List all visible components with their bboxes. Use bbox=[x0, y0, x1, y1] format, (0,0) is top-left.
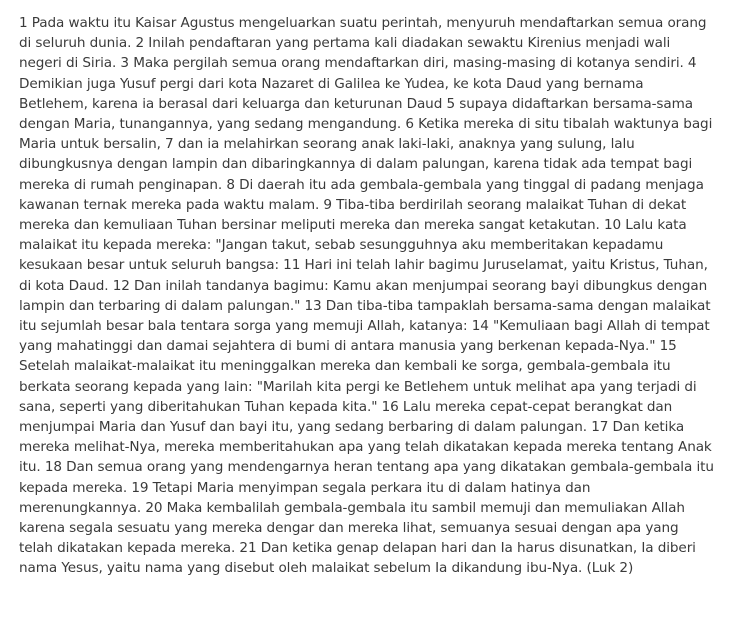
scripture-passage: 1 Pada waktu itu Kaisar Agustus mengeluarkan suatu perintah, menyuruh mendaftarkan semua orang di seluruh dunia. 2 Inilah pendaftaran yang pertama kali diadakan sewaktu Kirenius menjadi wali negeri di Siria. 3 Maka pergilah semua orang mendaftarkan diri, masing-masing di kotanya sendiri. 4 Demikian juga Yusuf pergi dari kota Nazaret di Galilea ke Yudea, ke kota Daud yang bernama Betlehem, karena ia berasal dari keluarga dan keturunan Daud 5 supaya didaftarkan bersama-sama dengan Maria, tunangannya, yang sedang mengandung. 6 Ketika mereka di situ tibalah waktunya bagi Maria untuk bersalin, 7 dan ia melahirkan seorang anak laki-laki, anaknya yang sulung, lalu dibungkusnya dengan lampin dan dibaringkannya di dalam palungan, karena tidak ada tempat bagi mereka di rumah penginapan. 8 Di daerah itu ada gembala-gembala yang tinggal di padang menjaga kawanan ternak mereka pada waktu malam. 9 Tiba-tiba berdirilah seorang malaikat Tuhan di dekat mereka dan kemuliaan Tuhan bersinar meliputi mereka dan mereka sangat ketakutan. 10 Lalu kata malaikat itu kepada mereka: "Jangan takut, sebab sesungguhnya aku memberitakan kepadamu kesukaan besar untuk seluruh bangsa: 11 Hari ini telah lahir bagimu Juruselamat, yaitu Kristus, Tuhan, di kota Daud. 12 Dan inilah tandanya bagimu: Kamu akan menjumpai seorang bayi dibungkus dengan lampin dan terbaring di dalam palungan." 13 Dan tiba-tiba tampaklah bersama-sama dengan malaikat itu sejumlah besar bala tentara sorga yang memuji Allah, katanya: 14 "Kemuliaan bagi Allah di tempat yang mahatinggi dan damai sejahtera di bumi di antara manusia yang berkenan kepada-Nya." 15 Setelah malaikat-malaikat itu meninggalkan mereka dan kembali ke sorga, gembala-gembala itu berkata seorang kepada yang lain: "Marilah kita pergi ke Betlehem untuk melihat apa yang terjadi di sana, seperti yang diberitahukan Tuhan kepada kita." 16 Lalu mereka cepat-cepat berangkat dan menjumpai Maria dan Yusuf dan bayi itu, yang sedang berbaring di dalam palungan. 17 Dan ketika mereka melihat-Nya, mereka memberitahukan apa yang telah dikatakan kepada mereka tentang Anak itu. 18 Dan semua orang yang mendengarnya heran tentang apa yang dikatakan gembala-gembala itu kepada mereka. 19 Tetapi Maria menyimpan segala perkara itu di dalam hatinya dan merenungkannya. 20 Maka kembalilah gembala-gembala itu sambil memuji dan memuliakan Allah karena segala sesuatu yang mereka dengar dan mereka lihat, semuanya sesuai dengan apa yang telah dikatakan kepada mereka. 21 Dan ketika genap delapan hari dan Ia harus disunatkan, Ia diberi nama Yesus, yaitu nama yang disebut oleh malaikat sebelum Ia dikandung ibu-Nya. (Luk 2) bbox=[19, 15, 714, 577]
